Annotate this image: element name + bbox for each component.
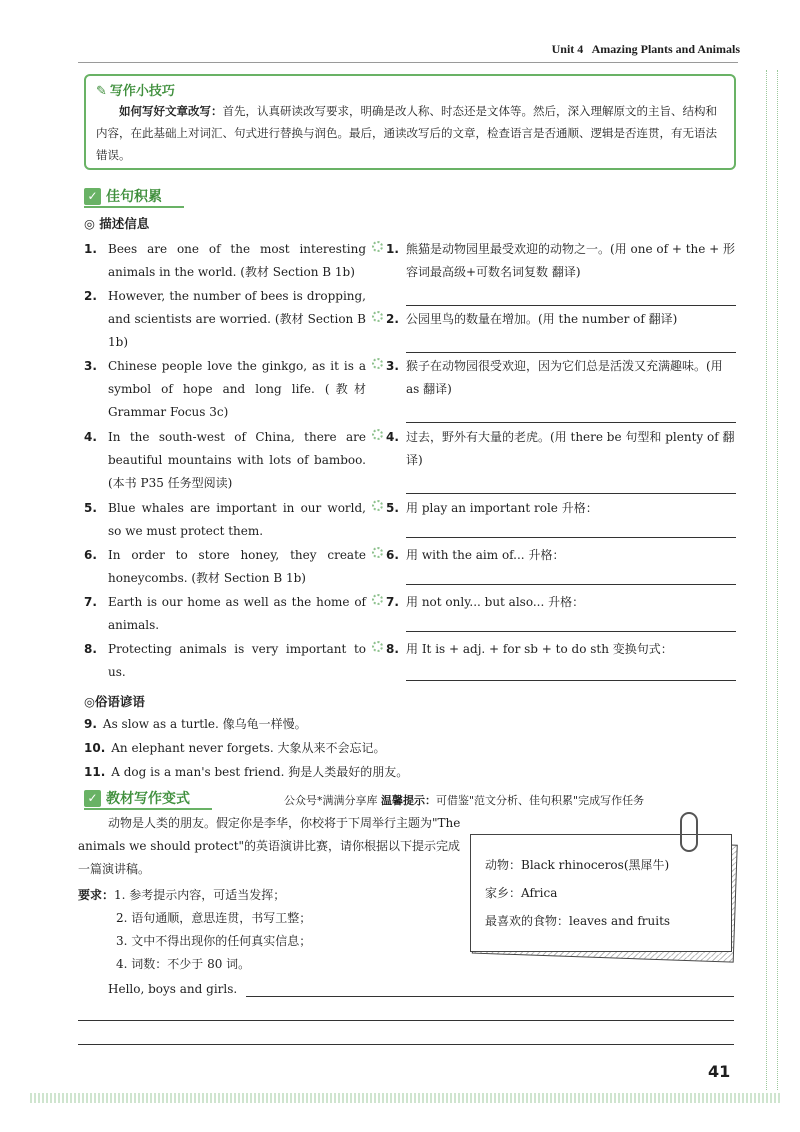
section-title-sentences: ✓ 佳句积累 bbox=[84, 186, 184, 208]
subhead-describe: ◎ 描述信息 bbox=[84, 216, 150, 231]
warm-hint: 公众号*满满分享库 温馨提示：可借鉴"范文分析、佳句积累"完成写作任务 bbox=[284, 794, 645, 807]
answer-line[interactable] bbox=[406, 331, 736, 353]
gear-bullet-icon bbox=[372, 311, 383, 322]
pin-icon: ✎ bbox=[96, 84, 107, 99]
answer-line[interactable] bbox=[78, 1020, 734, 1021]
tips-title: ✎ 写作小技巧 bbox=[96, 84, 175, 99]
decorative-rail bbox=[766, 70, 778, 1090]
right-item-7: 7. 用 not only... but also... 升格： bbox=[372, 591, 736, 632]
proverb-item: 9. As slow as a turtle. 像乌龟一样慢。 bbox=[84, 717, 307, 731]
left-item-6: 6. In order to store honey, they create honeycombs. (教材 Section B 1b) bbox=[84, 548, 366, 585]
gear-bullet-icon bbox=[372, 641, 383, 652]
proverb-item: 11. A dog is a man's best friend. 狗是人类最好的朋友。 bbox=[84, 765, 409, 779]
writing-prompt: 动物是人类的朋友。假定你是李华，你校将于下周举行主题为"The animals we should protect"的英语演讲比赛，请你根据以下提示完成一篇演讲稿。 bbox=[78, 816, 461, 876]
left-item-4: 4. In the south-west of China, there are beautiful mountains with lots of bamboo. (本书 P35 任务型阅读) bbox=[84, 430, 366, 490]
answer-line[interactable] bbox=[406, 520, 736, 538]
answer-line[interactable] bbox=[406, 567, 736, 585]
hint-note bbox=[470, 834, 732, 952]
answer-line[interactable] bbox=[406, 401, 736, 423]
gear-bullet-icon bbox=[372, 594, 383, 605]
section-title-writing: ✓ 教材写作变式 bbox=[84, 788, 212, 810]
left-item-2: 2. However, the number of bees is dropping, and scientists are worried. (教材 Section B 1b) bbox=[84, 289, 366, 349]
right-item-3: 3. 猴子在动物园很受欢迎，因为它们总是活泼又充满趣味。(用 as 翻译) bbox=[372, 355, 736, 423]
note-card: 动物：Black rhinoceros(黑犀牛) 家乡：Africa 最喜欢的食物：leaves and fruits bbox=[470, 834, 732, 952]
gear-bullet-icon bbox=[372, 241, 383, 252]
right-item-8: 8. 用 It is + adj. + for sb + to do sth 变换句式： bbox=[372, 638, 736, 681]
left-item-5: 5. Blue whales are important in our world, so we must protect them. bbox=[84, 501, 366, 538]
requirements: 要求：1. 参考提示内容，可适当发挥； 2. 语句通顺，意思连贯，书写工整； 3. 文中不得出现你的任何真实信息； 4. 词数：不少于 80 词。 bbox=[78, 888, 312, 971]
header-rule bbox=[78, 62, 738, 63]
writing-tips-box bbox=[84, 74, 736, 170]
subhead-proverbs: ◎俗语谚语 bbox=[84, 694, 145, 709]
writing-start: Hello, boys and girls. bbox=[108, 982, 238, 996]
answer-line[interactable] bbox=[406, 614, 736, 632]
page-number: 41 bbox=[708, 1062, 731, 1081]
tips-body: 如何写好文章改写：首先，认真研读改写要求，明确是改人称、时态还是文体等。然后，深入理解原文的主旨、结构和内容，在此基础上对词汇、句式进行替换与润色。最后，通读改写后的文章，检查语言是否通顺、逻辑是否连贯，有无语法错误。 bbox=[96, 104, 717, 162]
left-item-8: 8. Protecting animals is very important to us. bbox=[84, 642, 366, 679]
running-header: Unit 4 Amazing Plants and Animals bbox=[551, 42, 740, 56]
footer-band bbox=[30, 1093, 780, 1103]
right-item-6: 6. 用 with the aim of... 升格： bbox=[372, 544, 736, 585]
right-item-4: 4. 过去，野外有大量的老虎。(用 there be 句型和 plenty of 翻译) bbox=[372, 426, 736, 494]
gear-bullet-icon bbox=[372, 429, 383, 440]
answer-line[interactable] bbox=[246, 996, 734, 997]
check-icon: ✓ bbox=[84, 188, 101, 205]
left-item-1: 1. Bees are one of the most interesting animals in the world. (教材 Section B 1b) bbox=[84, 242, 366, 279]
left-item-3: 3. Chinese people love the ginkgo, as it is a symbol of hope and long life. (教材 Grammar Focus 3c) bbox=[84, 359, 366, 419]
right-item-5: 5. 用 play an important role 升格： bbox=[372, 497, 736, 538]
gear-bullet-icon bbox=[372, 547, 383, 558]
check-icon: ✓ bbox=[84, 790, 101, 807]
proverb-item: 10. An elephant never forgets. 大象从来不会忘记。 bbox=[84, 741, 386, 755]
right-item-2: 2. 公园里鸟的数量在增加。(用 the number of 翻译) bbox=[372, 308, 736, 353]
left-item-7: 7. Earth is our home as well as the home of animals. bbox=[84, 595, 366, 632]
answer-line[interactable] bbox=[406, 472, 736, 494]
answer-line[interactable] bbox=[78, 1044, 734, 1045]
gear-bullet-icon bbox=[372, 358, 383, 369]
answer-line[interactable] bbox=[406, 661, 736, 681]
gear-bullet-icon bbox=[372, 500, 383, 511]
paperclip-icon bbox=[680, 812, 698, 852]
right-item-1: 1. 熊猫是动物园里最受欢迎的动物之一。(用 one of + the + 形容词最高级+可数名词复数 翻译) bbox=[372, 238, 736, 306]
answer-line[interactable] bbox=[406, 284, 736, 306]
